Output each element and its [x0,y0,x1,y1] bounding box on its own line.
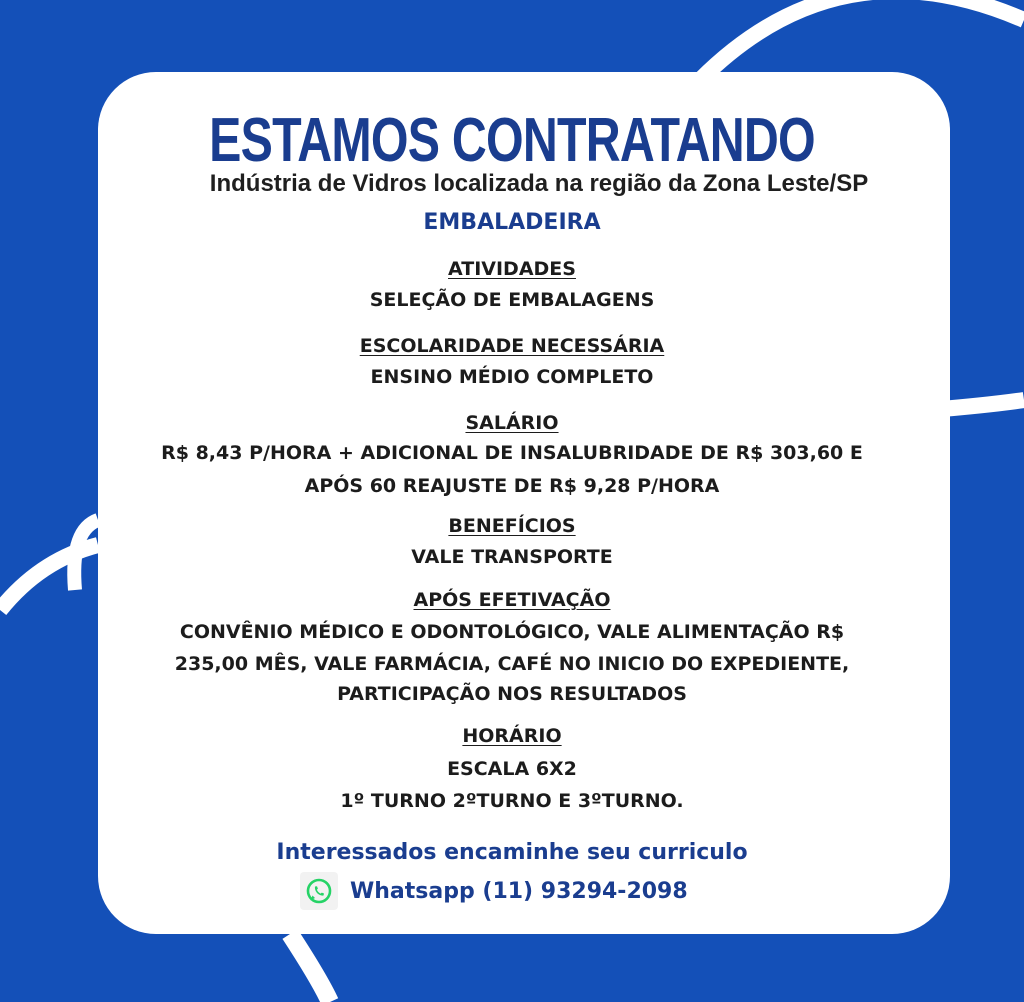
section-line: R$ 8,43 P/HORA + ADICIONAL DE INSALUBRIDADE DE R$ 303,60 E [161,442,863,464]
section-line: 235,00 MÊS, VALE FARMÁCIA, CAFÉ NO INICIO DO EXPEDIENTE, [174,653,850,675]
section-heading-apos-efetivacao: APÓS EFETIVAÇÃO [413,589,611,611]
headline: ESTAMOS CONTRATANDO [209,106,815,175]
job-role: EMBALADEIRA [423,210,601,235]
section-line: CONVÊNIO MÉDICO E ODONTOLÓGICO, VALE ALIMENTAÇÃO R$ [179,621,845,643]
whatsapp-number: Whatsapp (11) 93294-2098 [350,878,688,904]
subtitle: Indústria de Vidros localizada na região da Zona Leste/SP [209,170,869,197]
section-line: VALE TRANSPORTE [411,546,613,568]
section-heading-horario: HORÁRIO [462,725,562,747]
section-heading-salario: SALÁRIO [465,412,559,434]
whatsapp-icon [300,872,338,910]
section-heading-escolaridade: ESCOLARIDADE NECESSÁRIA [359,335,665,357]
contact-text: Interessados encaminhe seu curriculo [276,840,748,865]
section-line: APÓS 60 REAJUSTE DE R$ 9,28 P/HORA [304,475,720,497]
section-line: ENSINO MÉDIO COMPLETO [370,366,654,388]
section-line: PARTICIPAÇÃO NOS RESULTADOS [337,683,687,705]
section-line: ESCALA 6X2 [447,758,577,780]
whatsapp-contact[interactable] [300,870,688,912]
section-line: 1º TURNO 2ºTURNO E 3ºTURNO. [340,790,684,812]
section-line: SELEÇÃO DE EMBALAGENS [369,289,655,311]
section-heading-atividades: ATIVIDADES [448,258,576,280]
section-heading-beneficios: BENEFÍCIOS [448,515,576,537]
